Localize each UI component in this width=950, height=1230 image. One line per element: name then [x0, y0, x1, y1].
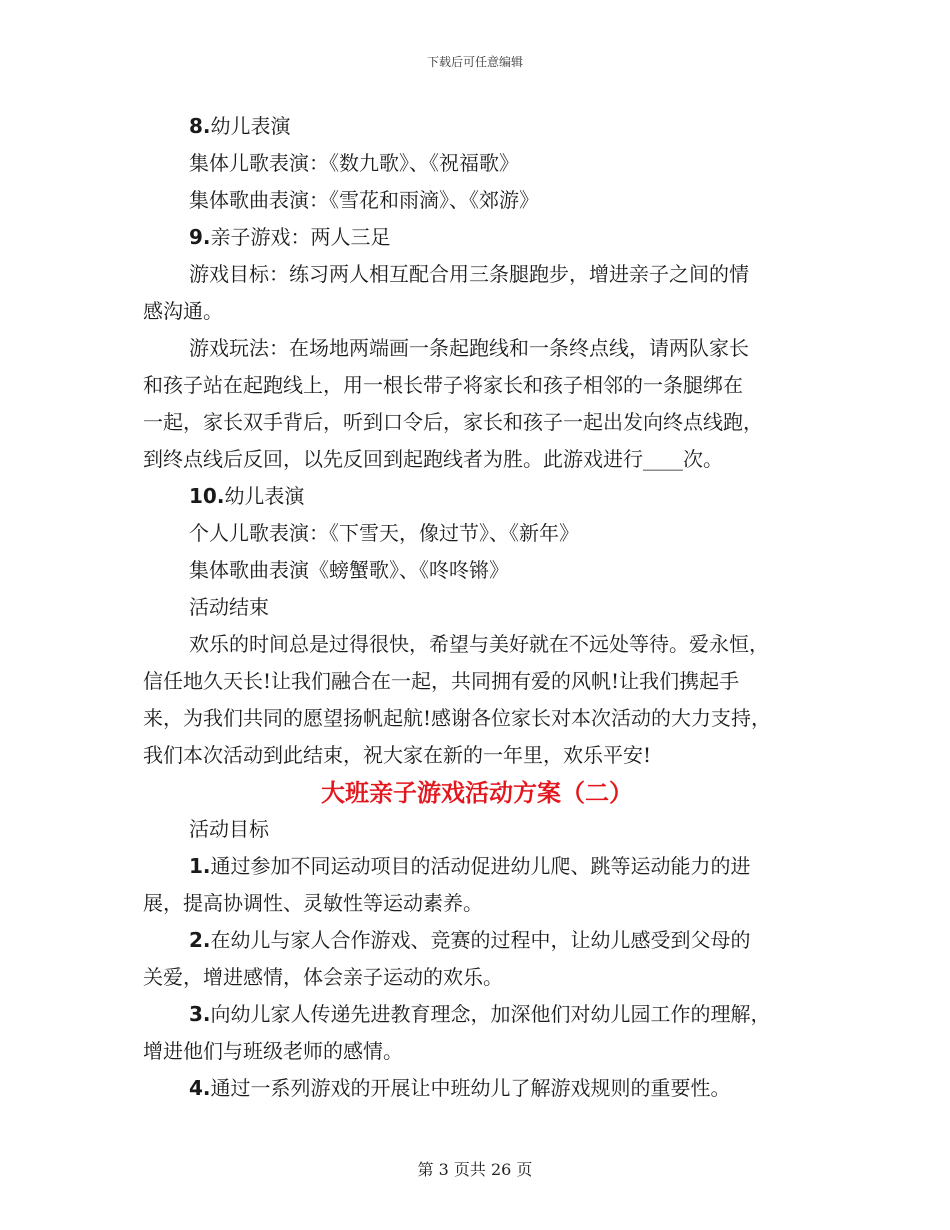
- paragraph-line: 集体歌曲表演：《雪花和雨滴》、《郊游》: [189, 188, 539, 212]
- page-footer: 第 3 页共 26 页: [417, 1160, 533, 1179]
- numbered-item: [143, 108, 811, 145]
- item-text: 幼儿表演: [224, 484, 305, 508]
- paragraph-line: 个人儿歌表演：《下雪天，像过节》、《新年》: [189, 521, 579, 545]
- item-text: 幼儿表演: [210, 114, 291, 138]
- paragraph-line: 欢乐的时间总是过得很快，希望与美好就在不远处等待。爱永恒，: [189, 632, 769, 656]
- paragraph-line: 游戏玩法：在场地两端画一条起跑线和一条终点线，请两队家长: [189, 336, 749, 360]
- item-text: 通过一系列游戏的开展让中班幼儿了解游戏规则的重要性。: [210, 1076, 731, 1100]
- item-number: 8.: [189, 114, 211, 138]
- item-number: 10.: [189, 484, 225, 508]
- item-text: 通过参加不同运动项目的活动促进幼儿爬、跳等运动能力的进: [210, 854, 751, 878]
- paragraph-continuation: 我们本次活动到此结束，祝大家在新的一年里，欢乐平安!: [143, 743, 652, 767]
- paragraph-continuation: 来，为我们共同的愿望扬帆起航!感谢各位家长对本次活动的大力支持，: [143, 706, 772, 730]
- paragraph-line: 游戏目标：练习两人相互配合用三条腿跑步，增进亲子之间的情: [189, 262, 749, 286]
- paragraph-continuation: 和孩子站在起跑线上，用一根长带子将家长和孩子相邻的一条腿绑在: [143, 373, 743, 397]
- item-text: 向幼儿家人传递先进教育理念，加深他们对幼儿园工作的理解，: [210, 1002, 771, 1026]
- item-number: 2.: [189, 928, 211, 952]
- paragraph-line: 集体歌曲表演《螃蟹歌》、《咚咚锵》: [189, 558, 509, 582]
- numbered-item: [143, 219, 811, 256]
- paragraph-line: 活动结束: [189, 595, 269, 619]
- numbered-item: [143, 922, 811, 959]
- paragraph-continuation: 增进他们与班级老师的感情。: [143, 1039, 403, 1063]
- item-text: 亲子游戏：两人三足: [210, 225, 391, 249]
- numbered-item: [143, 848, 811, 885]
- item-number: 3.: [189, 1002, 211, 1026]
- item-number: 4.: [189, 1076, 211, 1100]
- paragraph-line: 活动目标: [189, 817, 269, 841]
- item-number: 1.: [189, 854, 211, 878]
- paragraph-continuation: 展，提高协调性、灵敏性等运动素养。: [143, 891, 483, 915]
- paragraph-continuation: 感沟通。: [143, 299, 223, 323]
- item-number: 9.: [189, 225, 211, 249]
- section-title: 大班亲子游戏活动方案（二）: [321, 778, 633, 807]
- page-header: 下载后可任意编辑: [426, 55, 523, 69]
- item-text: 在幼儿与家人合作游戏、竞赛的过程中，让幼儿感受到父母的: [210, 928, 751, 952]
- document-body: [143, 108, 811, 1107]
- numbered-item: [143, 478, 811, 515]
- paragraph-continuation: 一起，家长双手背后，听到口令后，家长和孩子一起出发向终点线跑，: [143, 410, 763, 434]
- numbered-item: [143, 1070, 811, 1107]
- paragraph-continuation: 关爱，增进感情，体会亲子运动的欢乐。: [143, 965, 503, 989]
- paragraph-continuation: 信任地久天长!让我们融合在一起，共同拥有爱的风帆!让我们携起手: [143, 669, 740, 693]
- paragraph-continuation: 到终点线后反回，以先反回到起跑线者为胜。此游戏进行____次。: [143, 447, 723, 471]
- numbered-item: [143, 996, 811, 1033]
- paragraph-line: 集体儿歌表演：《数九歌》、《祝福歌》: [189, 151, 519, 175]
